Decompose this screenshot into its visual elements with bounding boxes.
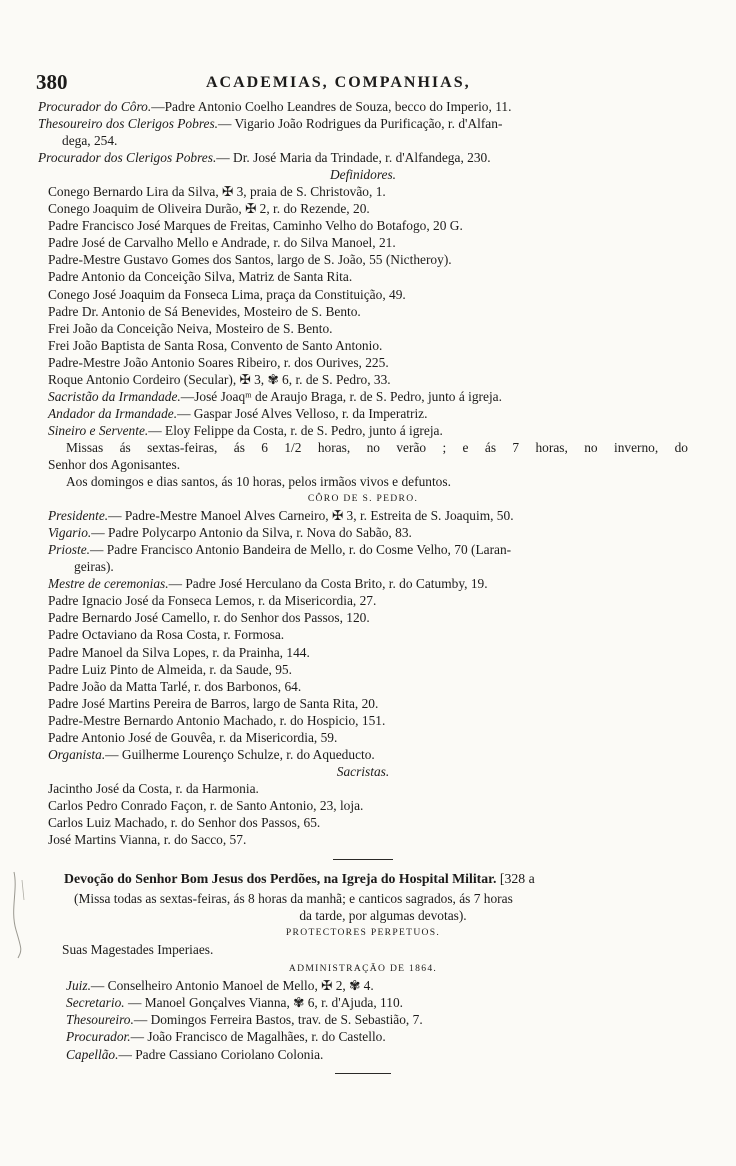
list-item: Padre Ignacio José da Fonseca Lemos, r. da Misericordia, 27. [48, 593, 377, 609]
list-item: Carlos Luiz Machado, r. do Senhor dos Passos, 65. [48, 814, 321, 830]
list-item: Padre-Mestre Bernardo Antonio Machado, r. do Hospicio, 151. [48, 712, 386, 728]
officer-line: Juiz.— Conselheiro Antonio Manoel de Mello, ✠ 2, ✾ 4. [66, 978, 374, 994]
list-item: Padre Luiz Pinto de Almeida, r. da Saude, 95. [48, 661, 292, 677]
protectores-heading: PROTECTORES PERPETUOS. [285, 927, 441, 939]
sacristas-heading: Sacristas. [336, 763, 390, 779]
officer-line: Sineiro e Servente.— Eloy Felippe da Costa, r. de S. Pedro, junto á igreja. [48, 422, 443, 438]
list-item: Padre Dr. Antonio de Sá Benevides, Mosteiro de S. Bento. [48, 303, 361, 319]
officer-line: Secretario. — Manoel Gonçalves Vianna, ✾ 6, r. d'Ajuda, 110. [66, 995, 403, 1011]
officer-line: Vigario.— Padre Polycarpo Antonio da Silva, r. Nova do Sabão, 83. [48, 525, 412, 541]
list-item: Padre Francisco José Marques de Freitas, Caminho Velho do Botafogo, 20 G. [48, 218, 463, 234]
officer-line: Thesoureiro dos Clerigos Pobres.— Vigario João Rodrigues da Purificação, r. d'Alfan- [38, 116, 503, 132]
list-item: Padre Bernardo José Camello, r. do Senhor dos Passos, 120. [48, 610, 370, 626]
page-reference: [328 a [499, 871, 535, 887]
list-item: Padre Manoel da Silva Lopes, r. da Prainha, 144. [48, 644, 310, 660]
list-item: Frei João Baptista de Santa Rosa, Convento de Santo Antonio. [48, 337, 383, 353]
list-item: Conego José Joaquim da Fonseca Lima, praça da Constituição, 49. [48, 286, 406, 302]
list-item: Padre Antonio José de Gouvêa, r. da Misericordia, 59. [48, 729, 338, 745]
missa-text-continuation: da tarde, por algumas devotas). [299, 908, 467, 924]
missas-text: Missas ás sextas-feiras, ás 6 1/2 horas, no verão ; e ás 7 horas, no inverno, do [66, 439, 688, 455]
officer-line: Mestre de ceremonias.— Padre José Herculano da Costa Brito, r. do Catumby, 19. [48, 576, 488, 592]
margin-scratch-mark [4, 870, 32, 960]
list-item: Padre Antonio da Conceição Silva, Matriz de Santa Rita. [48, 269, 353, 285]
coro-heading: CÔRO DE S. PEDRO. [307, 493, 419, 505]
page-header [36, 70, 696, 96]
list-item: Padre Octaviano da Rosa Costa, r. Formosa. [48, 627, 285, 643]
list-item: Roque Antonio Cordeiro (Secular), ✠ 3, ✾ 6, r. de S. Pedro, 33. [48, 371, 391, 387]
administracao-heading: ADMINISTRAÇÃO DE 1864. [288, 963, 438, 975]
officer-line: Prioste.— Padre Francisco Antonio Bandeira de Mello, r. do Cosme Velho, 70 (Laran- [48, 542, 512, 558]
page-body [38, 98, 688, 1074]
officer-line: Sacristão da Irmandade.—José Joaqᵐ de Araujo Braga, r. de S. Pedro, junto á igreja. [48, 388, 502, 404]
missas-text-continuation: Senhor dos Agonisantes. [48, 456, 181, 472]
definidores-heading: Definidores. [329, 167, 397, 183]
officer-line-continuation: geiras). [74, 559, 114, 575]
protectores-text: Suas Magestades Imperiaes. [62, 942, 214, 958]
officer-line-continuation: dega, 254. [62, 133, 118, 149]
list-item: Padre José Martins Pereira de Barros, largo de Santa Rita, 20. [48, 695, 379, 711]
list-item: Frei João da Conceição Neiva, Mosteiro de S. Bento. [48, 320, 333, 336]
list-item: Padre José de Carvalho Mello e Andrade, r. do Silva Manoel, 21. [48, 235, 396, 251]
officer-line: Presidente.— Padre-Mestre Manoel Alves Carneiro, ✠ 3, r. Estreita de S. Joaquim, 50. [48, 508, 514, 524]
list-item: Carlos Pedro Conrado Façon, r. de Santo Antonio, 23, loja. [48, 797, 364, 813]
organista-line: Organista.— Guilherme Lourenço Schulze, r. do Aqueducto. [48, 746, 375, 762]
section-title: Devoção do Senhor Bom Jesus dos Perdões, na Igreja do Hospital Militar. [328 a [64, 871, 535, 887]
officer-line: Capellão.— Padre Cassiano Coriolano Colonia. [66, 1046, 324, 1062]
end-divider [335, 1073, 391, 1074]
officer-line: Procurador do Côro.—Padre Antonio Coelho Leandres de Souza, becco do Imperio, 11. [38, 99, 512, 114]
list-item: Padre-Mestre João Antonio Soares Ribeiro, r. dos Ourives, 225. [48, 354, 389, 370]
officer-line: Procurador.— João Francisco de Magalhães, r. do Castello. [66, 1029, 386, 1045]
running-title: ACADEMIAS, COMPANHIAS, [206, 74, 471, 91]
missa-text: (Missa todas as sextas-feiras, ás 8 horas da manhã; e canticos sagrados, ás 7 horas [74, 891, 513, 907]
officer-line: Procurador dos Clerigos Pobres.— Dr. José Maria da Trindade, r. d'Alfandega, 230. [38, 150, 491, 166]
officer-line: Thesoureiro.— Domingos Ferreira Bastos, trav. de S. Sebastião, 7. [66, 1012, 423, 1028]
list-item: Padre João da Matta Tarlé, r. dos Barbonos, 64. [48, 678, 302, 694]
domingos-text: Aos domingos e dias santos, ás 10 horas, pelos irmãos vivos e defuntos. [66, 474, 451, 490]
officer-line: Andador da Irmandade.— Gaspar José Alves Velloso, r. da Imperatriz. [48, 405, 428, 421]
list-item: Conego Bernardo Lira da Silva, ✠ 3, praia de S. Christovão, 1. [48, 184, 386, 200]
list-item: Jacintho José da Costa, r. da Harmonia. [48, 780, 259, 796]
section-divider [333, 859, 393, 860]
page-number: 380 [36, 70, 68, 94]
list-item: José Martins Vianna, r. do Sacco, 57. [48, 832, 247, 848]
list-item: Conego Joaquim de Oliveira Durão, ✠ 2, r. do Rezende, 20. [48, 201, 370, 217]
list-item: Padre-Mestre Gustavo Gomes dos Santos, largo de S. João, 55 (Nictheroy). [48, 252, 452, 268]
